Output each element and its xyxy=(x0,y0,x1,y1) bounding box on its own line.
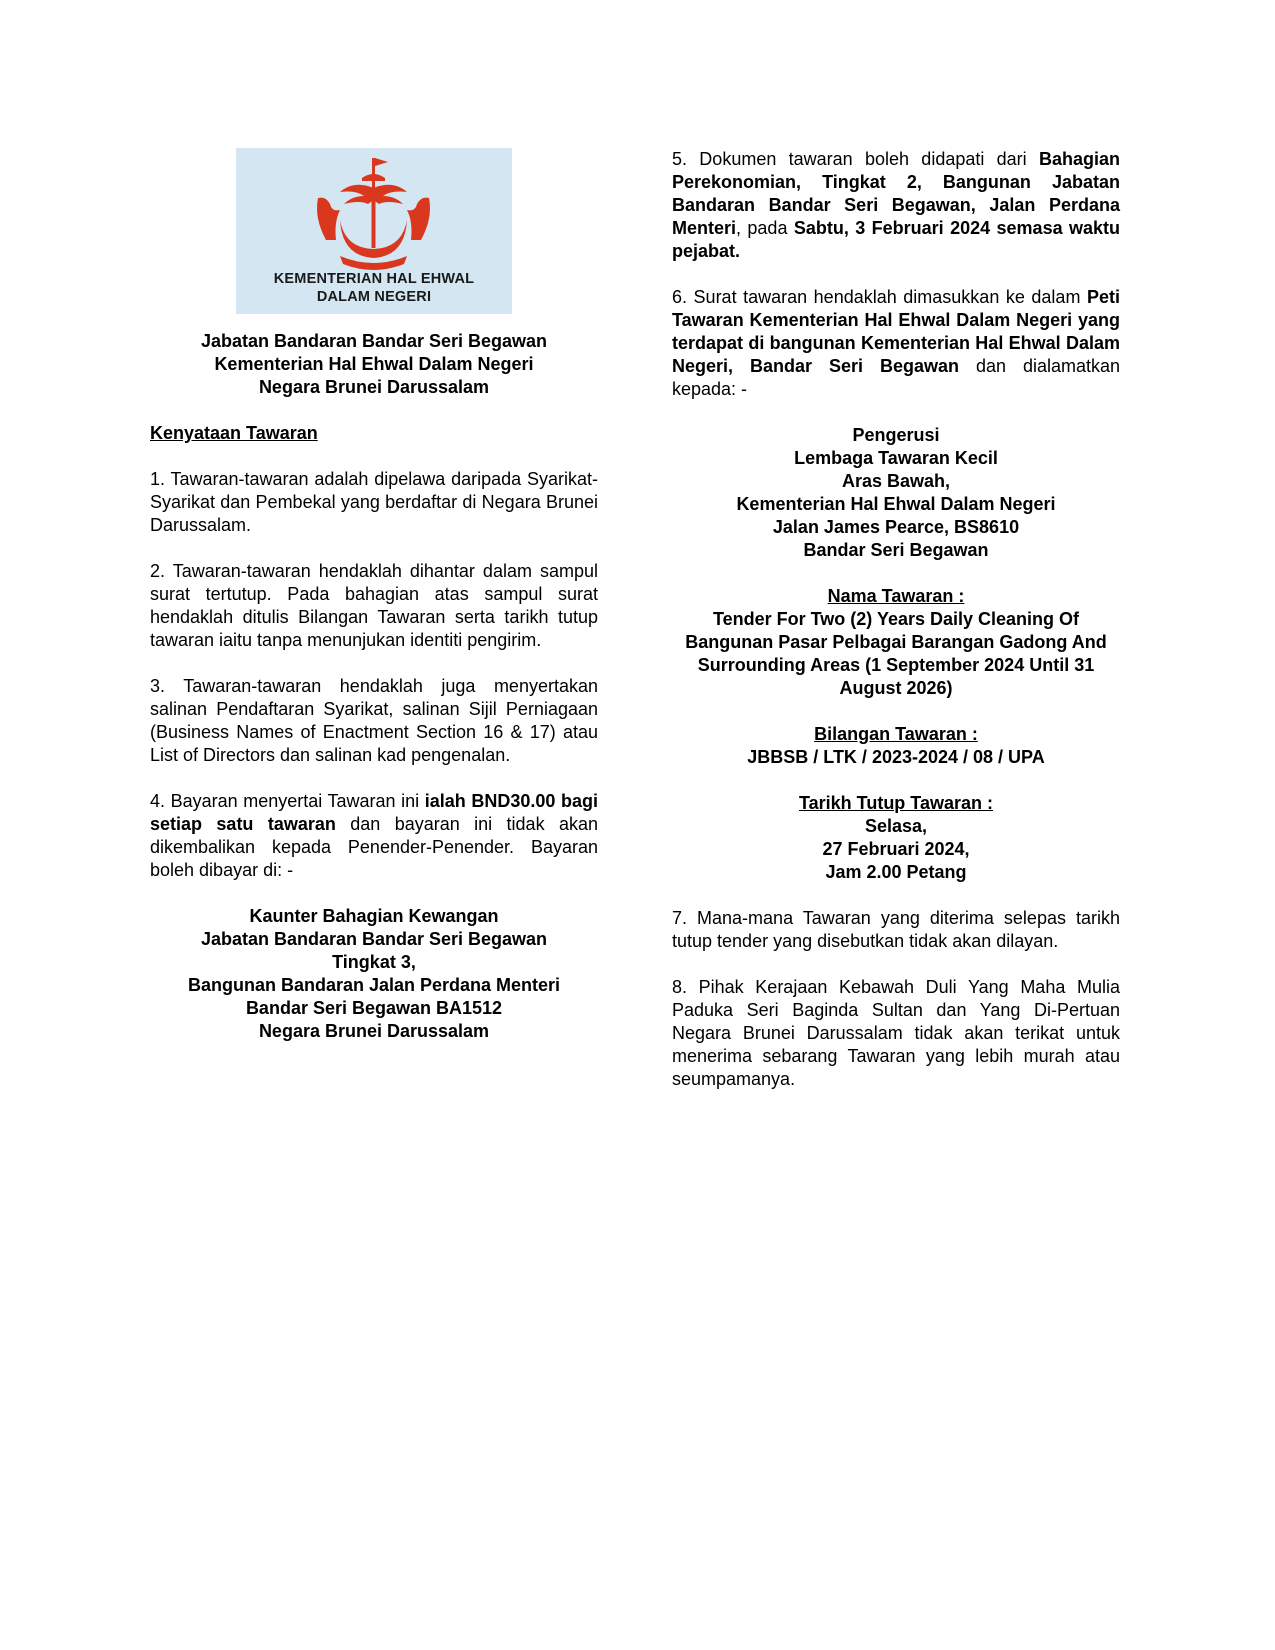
logo-text-line1: KEMENTERIAN HAL EHWAL xyxy=(273,271,475,287)
addressee-line: Kementerian Hal Ehwal Dalam Negeri xyxy=(736,494,1056,514)
closing-date-line: 27 Februari 2024, xyxy=(822,839,970,859)
org-header-line1: Jabatan Bandaran Bandar Seri Begawan xyxy=(200,331,548,351)
payment-address-line: Bangunan Bandaran Jalan Perdana Menteri xyxy=(187,975,561,995)
tender-name-line: Tender For Two (2) Years Daily Cleaning Of xyxy=(712,609,1080,629)
left-column xyxy=(150,148,598,1043)
payment-address-line: Bandar Seri Begawan BA1512 xyxy=(245,998,503,1018)
paragraph-7: 7. Mana-mana Tawaran yang diterima selepas tarikh tutup tender yang disebutkan tidak akan dilayan. xyxy=(672,908,1120,951)
addressee-line: Jalan James Pearce, BS8610 xyxy=(772,517,1020,537)
tender-name-block xyxy=(672,585,1120,700)
org-header xyxy=(150,330,598,399)
p6-text-a: 6. Surat tawaran hendaklah dimasukkan ke dalam xyxy=(672,287,1087,307)
payment-address xyxy=(150,905,598,1043)
p5-text-a: 5. Dokumen tawaran boleh didapati dari xyxy=(672,149,1039,169)
addressee xyxy=(672,424,1120,562)
tender-name-line: Surrounding Areas (1 September 2024 Until 31 xyxy=(697,655,1095,675)
paragraph-1: 1. Tawaran-tawaran adalah dipelawa daripada Syarikat-Syarikat dan Pembekal yang berdaftar di Negara Brunei Darussalam. xyxy=(150,469,598,535)
paragraph-8: 8. Pihak Kerajaan Kebawah Duli Yang Maha Mulia Paduka Seri Baginda Sultan dan Yang Di-Pertuan Negara Brunei Darussalam tidak akan terikat untuk menerima sebarang Tawaran yang lebih murah atau seumpamanya. xyxy=(672,977,1120,1089)
payment-address-line: Kaunter Bahagian Kewangan xyxy=(249,906,499,926)
addressee-line: Pengerusi xyxy=(852,425,940,445)
tender-number-value: JBBSB / LTK / 2023-2024 / 08 / UPA xyxy=(747,747,1045,767)
tender-number-block xyxy=(672,723,1120,769)
payment-address-line: Tingkat 3, xyxy=(332,952,416,972)
paragraph-3: 3. Tawaran-tawaran hendaklah juga menyertakan salinan Pendaftaran Syarikat, salinan Sijil Perniagaan (Business Names of Enactment Section 16 & 17) atau List of Directors dan salinan kad pengenalan. xyxy=(150,676,598,765)
payment-address-line: Negara Brunei Darussalam xyxy=(258,1021,490,1041)
logo-text-line2: DALAM NEGERI xyxy=(316,289,432,305)
payment-address-line: Jabatan Bandaran Bandar Seri Begawan xyxy=(200,929,548,949)
closing-date-line: Jam 2.00 Petang xyxy=(825,862,967,882)
org-header-line3: Negara Brunei Darussalam xyxy=(258,377,490,397)
closing-date-block xyxy=(672,792,1120,884)
p6-text-c: dan dialamatkan kepada: - xyxy=(672,356,1121,399)
closing-date-label: Tarikh Tutup Tawaran : xyxy=(798,793,993,813)
closing-date-line: Selasa, xyxy=(864,816,928,836)
paragraph-4 xyxy=(150,790,598,882)
addressee-line: Lembaga Tawaran Kecil xyxy=(794,448,998,468)
tender-name-line: Bangunan Pasar Pelbagai Barangan Gadong And xyxy=(685,632,1107,652)
p4-text-c: dan bayaran ini tidak akan dikembalikan kepada Penender-Penender. Bayaran boleh dibayar di: - xyxy=(150,814,598,880)
ministry-logo xyxy=(236,148,512,314)
tender-name-line: August 2026) xyxy=(839,678,953,698)
org-header-line2: Kementerian Hal Ehwal Dalam Negeri xyxy=(214,354,534,374)
section-title: Kenyataan Tawaran xyxy=(150,423,318,443)
p4-fee: ialah BND30.00 bagi setiap satu tawaran xyxy=(150,791,598,834)
paragraph-6 xyxy=(672,286,1120,401)
tender-number-label: Bilangan Tawaran : xyxy=(814,724,978,744)
p6-box: Peti Tawaran Kementerian Hal Ehwal Dalam Negeri yang terdapat di bangunan Kementerian Hal Ehwal Dalam Negeri, Bandar Seri Begawan xyxy=(672,287,1120,376)
addressee-line: Bandar Seri Begawan xyxy=(803,540,989,560)
tender-name-label: Nama Tawaran : xyxy=(827,586,965,606)
addressee-line: Aras Bawah, xyxy=(841,471,951,491)
p4-text-a: 4. Bayaran menyertai Tawaran ini xyxy=(150,791,425,811)
p5-location: Bahagian Perekonomian, Tingkat 2, Bangunan Jabatan Bandaran Bandar Seri Begawan, Jalan Perdana Menteri xyxy=(672,149,1120,238)
p5-date: Sabtu, 3 Februari 2024 semasa waktu pejabat. xyxy=(672,218,1120,261)
paragraph-2: 2. Tawaran-tawaran hendaklah dihantar dalam sampul surat tertutup. Pada bahagian atas sampul surat hendaklah ditulis Bilangan Tawaran serta tarikh tutup tawaran iaitu tanpa menunjukan identiti pengirim. xyxy=(150,561,598,650)
right-column xyxy=(672,148,1120,1091)
p5-text-c: , pada xyxy=(736,218,794,238)
paragraph-5 xyxy=(672,148,1120,263)
